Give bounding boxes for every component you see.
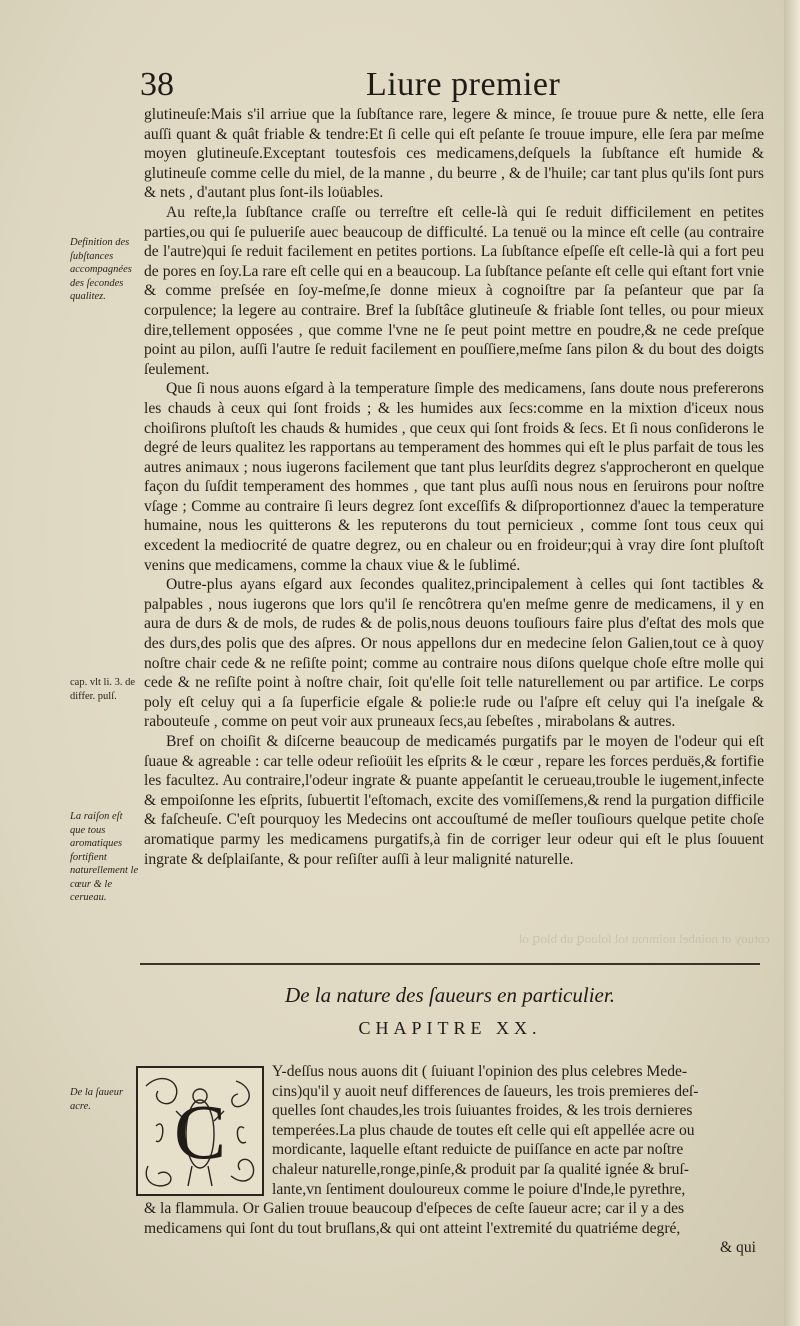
- text-line: medicamens qui ſont du tout bruſlans,& qui ont atteint l'extremité du quatriéme degré,: [144, 1219, 681, 1237]
- margin-note: cap. vlt li. 3. de differ. pulſ.: [70, 677, 136, 702]
- paragraph: Bref on choiſit & diſcerne beaucoup de medicamés purgatifs par le moyen de l'odeur qui eſt ſuaue & agreable : car telle odeur reſioüit les eſprits & le cœur , repare les forces perduës,& fortifie les facultez. Au contraire,l'odeur ingrate & puante appeſantit le cerueau,trouble le iugement,infecte & empoiſonne les eſprits, ſubuertit l'eſtomach, excite des vomiſſemens,& rend la purgation difficile & faſcheuſe. C'eſt pourquoy les Medecins ont accouſtumé de meſler touſiours quelque petite choſe aromatique parmy les medicamens purgatifs,à fin de corriger leur odeur qui eſt le plus ſouuent ingrate & deſplaiſante, & pour reſiſter auſſi à leur malignité naturelle.: [144, 733, 764, 868]
- page-gutter: [784, 0, 800, 1326]
- show-through-text: cotuoy ot noinbel noimrou tol ſoluoꝗ ub bloꝗ ol: [518, 931, 770, 946]
- initial-letter-C: C: [173, 1088, 227, 1175]
- text-line: temperées.La plus chaude de toutes eſt celle qui eſt appellée acre ou: [272, 1121, 695, 1139]
- text-line: cins)qu'il y auoit neuf differences de ſaueurs, les trois premieres deſ-: [272, 1082, 699, 1100]
- running-title: Liure premier: [366, 66, 561, 103]
- text-line: Y-deſſus nous auons dit ( ſuiuant l'opinion des plus celebres Mede-: [272, 1063, 688, 1080]
- paragraph: Outre-plus ayans eſgard aux ſecondes qualitez,principalement à celles qui ſont tactibles & palpables , nous iugerons que lors qu'il ſe rencôtrera qu'en meſme genre de medicamens, il y en aura de durs & de mols, de rudes & de polis,nous deuons touſiours faire plus d'eſtat des mols que des durs,des polis que des aſpres. Or nous appellons dur en medecine ſelon Galien,tout ce à quoy noſtre chair cede & ne reſiſte point; comme au contraire nous diſons quelque choſe eſtre molle qui cede & ne reſiſte point à noſtre chair, ſoit qu'elle ſoit telle naturellement ou par artifice. Le corps poly eſt celuy qui a ſa ſuperficie eſgale & polie:le rude ou l'aſpre eſt celuy qui l'a ineſgale & rabouteuſe , comme on peut voir aux pruneaux ſecs,au ſebeſtes , mirabolans & autres.: [144, 576, 764, 731]
- paragraph: Que ſi nous auons eſgard à la temperature ſimple des medicamens, ſans doute nous prefererons les chauds à ceux qui ſont froids ; & les humides aux ſecs:comme en la mixtion d'iceux nous choiſirons pluſtoſt les chauds & humides , que ceux qui ſont froids & ſecs. Et ſi nous conſiderons le degré de leurs qualitez les rapportans au temperament des hommes qui eſt le plus parfait de tous les autres animaux ; nous iugerons facilement que tant plus leurſdits degrez s'approcheront en quelque façon du ſuſdit temperament des hommes , que tant plus auſſi nous nous en ſeruirons pour noſtre vſage ; Comme au contraire ſi leurs degrez ſont exceſſifs & diſproportionnez d'auec la temperature humaine, nous les quitterons & les reputerons du tout pernicieux , comme ſont tous ceux qui excedent la mediocrité de quatre degrez, ou en chaleur ou en froideur;qui à vray dire ſont pluſtoſt venins que medicamens, comme la chaux viue & le ſublimé.: [144, 380, 764, 574]
- text-line: & la flammula. Or Galien trouue beaucoup d'eſpeces de ceſte ſaueur acre; car il y a des: [144, 1200, 685, 1218]
- main-text: [144, 105, 764, 869]
- paragraph: glutineuſe:Mais s'il arriue que la ſubſtance rare, legere & mince, ſe trouue pure & nette, elle ſera auſſi quant & quât friable & tendre:Et ſi celle qui eſt peſante ſe trouue impure, elle ſera par meſme moyen glutineuſe.Exceptant toutesfois ces medicamens,deſquels la ſubſtance eſt humide & glutineuſe comme celle du miel, de la manne , du beurre , & de l'huile; car tant plus qu'ils ſont purs & nets , d'autant plus ſont-ils loüables.: [144, 106, 764, 202]
- margin-note: La raiſon eſt que tous aromatiques fortifient naturellement le cœur & le cerueau.: [70, 811, 139, 903]
- section-title: De la nature des ſaueurs en particulier.: [285, 983, 615, 1007]
- paragraph: Au reſte,la ſubſtance craſſe ou terreſtre eſt celle-là qui ſe reduit difficilement en petites parties,ou qui ſe pulueriſe auec beaucoup de difficulté. La tenuë ou la mince eſt celle (au contraire de l'autre)qui ſe reduit facilement en petites portions. La ſubſtance eſpeſſe eſt celle-là qui a fort peu de pores en ſoy.La rare eſt celle qui en a beaucoup. La ſubſtance peſante eſt celle qui eſtant fort vnie & comme preſsée en ſoy-meſme,ſe donne mieux à cognoiſtre par ſa peſanteur que par ſa corpulence; la legere au contraire. Bref la ſubſtâce glutineuſe & friable ſont telles, ou pour mieux dire,tellement opposées , que comme l'vne ne ſe peut point mettre en poudre,& ne cede preſque point au pilon, auſſi l'autre ſe reduit facilement en pouſſiere,meſme ſans pilon & du bout des doigts ſeulement.: [144, 203, 764, 378]
- running-header: [140, 66, 760, 110]
- text-line: mordicante, laquelle eſtant reduicte de puiſſance en acte par noſtre: [272, 1141, 684, 1159]
- text-line: quelles ſont chaudes,les trois ſuiuantes froides, & les trois dernieres: [272, 1102, 693, 1120]
- text-line: chaleur naturelle,ronge,pinſe,& produit par ſa qualité ignée & bruſ-: [272, 1160, 689, 1178]
- chapter-heading: CHAPITRE XX.: [358, 1018, 542, 1038]
- catchword: & qui: [720, 1239, 756, 1257]
- text-line: lante,vn ſentiment douloureux comme le poiure d'Inde,le pyrethre,: [272, 1180, 686, 1198]
- page-number: 38: [140, 66, 174, 103]
- margin-note: Definition des ſubſtances accompagnées des ſecondes qualitez.: [70, 237, 132, 302]
- margin-note: De la ſaueur acre.: [70, 1087, 124, 1112]
- section-rule: [140, 963, 760, 965]
- chapter-text: [144, 1062, 764, 1258]
